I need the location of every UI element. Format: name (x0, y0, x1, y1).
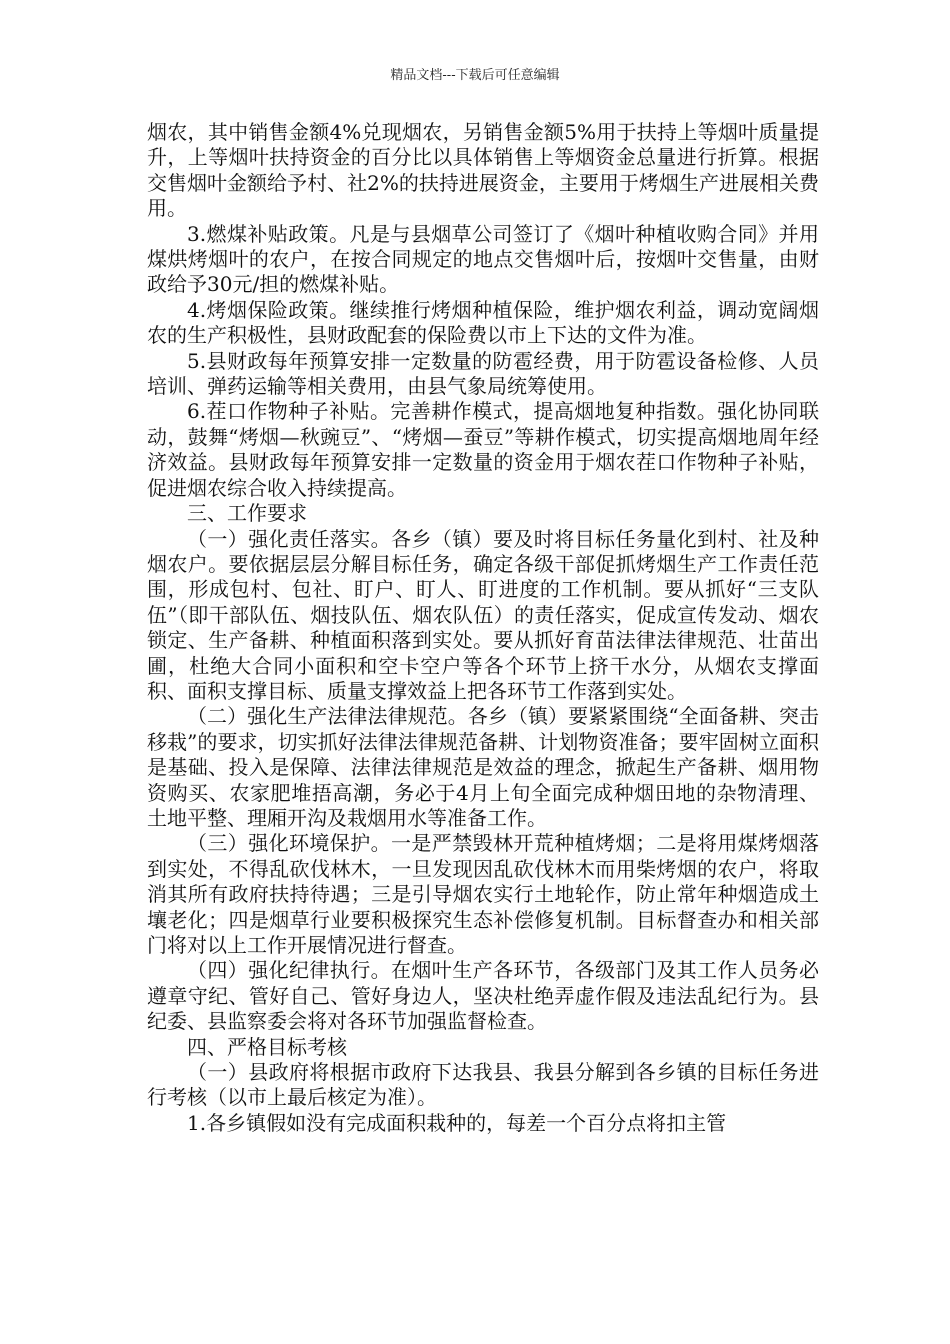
paragraph-continuation: 烟农，其中销售金额4%兑现烟农，另销售金额5%用于扶持上等烟叶质量提升，上等烟叶扶持资金的百分比以具体销售上等烟资金总量进行折算。根据交售烟叶金额给予村、社2%的扶持进展资金，主要用于烤烟生产进展相关费用。 (147, 120, 819, 221)
paragraph-responsibility: （一）强化责任落实。各乡（镇）要及时将目标任务量化到村、社及种烟农户。要依据层层分解目标任务，确定各级干部促抓烤烟生产工作责任范围，形成包村、包社、盯户、盯人、盯进度的工作机制。要从抓好“三支队伍”（即干部队伍、烟技队伍、烟农队伍）的责任落实，促成宣传发动、烟农锁定、生产备耕、种植面积落到实处。要从抓好育苗法律法律规范、壮苗出圃，杜绝大合同小面积和空卡空户等各个环节上挤干水分，从烟农支撑面积、面积支撑目标、质量支撑效益上把各环节工作落到实处。 (147, 526, 819, 703)
paragraph-insurance: 4.烤烟保险政策。继续推行烤烟种植保险，维护烟农利益，调动宽阔烟农的生产积极性，县财政配套的保险费以市上下达的文件为准。 (147, 297, 819, 348)
page-header: 精品文档---下载后可任意编辑 (390, 68, 560, 83)
paragraph-seed-subsidy: 6.茬口作物种子补贴。完善耕作模式，提高烟地复种指数。强化协同联动，鼓舞“烤烟—秋豌豆”、“烤烟—蚕豆”等耕作模式，切实提高烟地周年经济效益。县财政每年预算安排一定数量的资金用于烟农茬口作物种子补贴，促进烟农综合收入持续提高。 (147, 399, 819, 500)
section-heading-work-requirements: 三、工作要求 (187, 501, 307, 526)
paragraph-hail-prevention: 5.县财政每年预算安排一定数量的防雹经费，用于防雹设备检修、人员培训、弹药运输等相关费用，由县气象局统筹使用。 (147, 348, 819, 399)
paragraph-discipline: （四）强化纪律执行。在烟叶生产各环节，各级部门及其工作人员务必遵章守纪、管好自己、管好身边人，坚决杜绝弄虚作假及违法乱纪行为。县纪委、县监察委会将对各环节加强监督检查。 (147, 958, 819, 1034)
paragraph-assessment-1: （一）县政府将根据市政府下达我县、我县分解到各乡镇的目标任务进行考核（以市上最后核定为准）。 (147, 1060, 819, 1110)
paragraph-assessment-item-1: 1.各乡镇假如没有完成面积栽种的，每差一个百分点将扣主管 (187, 1110, 727, 1135)
paragraph-coal-subsidy: 3.燃煤补贴政策。凡是与县烟草公司签订了《烟叶种植收购合同》并用煤烘烤烟叶的农户，在按合同规定的地点交售烟叶后，按烟叶交售量，由财政给予30元/担的燃煤补贴。 (147, 221, 819, 297)
paragraph-production-standards: （二）强化生产法律法律规范。各乡（镇）要紧紧围绕“全面备耕、突击移栽”的要求，切实抓好法律法律规范备耕、计划物资准备；要牢固树立面积是基础、投入是保障、法律法律规范是效益的理念，掀起生产备耕、烟用物资购买、农家肥堆捂高潮，务必于4月上旬全面完成种烟田地的杂物清理、土地平整、理厢开沟及栽烟用水等准备工作。 (147, 704, 819, 830)
paragraph-environment: （三）强化环境保护。一是严禁毁林开荒种植烤烟；二是将用煤烤烟落到实处，不得乱砍伐林木，一旦发现因乱砍伐林木而用柴烤烟的农户，将取消其所有政府扶持待遇；三是引导烟农实行土地轮作，防止常年种烟造成土壤老化；四是烟草行业要积极探究生态补偿修复机制。目标督查办和相关部门将对以上工作开展情况进行督查。 (147, 831, 819, 957)
document-body (147, 120, 819, 1136)
section-heading-assessment: 四、严格目标考核 (187, 1034, 347, 1059)
